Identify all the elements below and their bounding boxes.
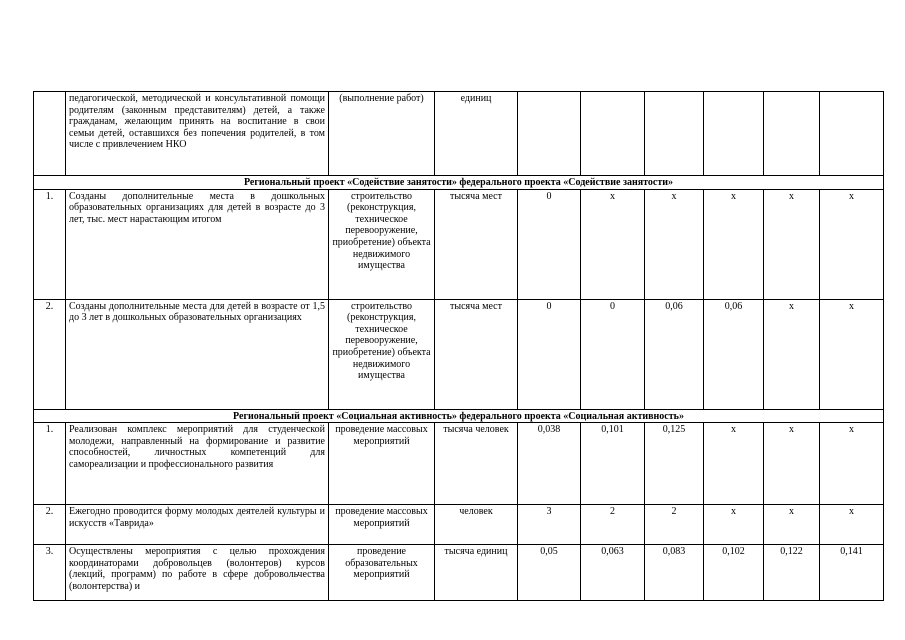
row-unit: тысяча мест <box>435 299 518 409</box>
row-number: 2. <box>34 299 66 409</box>
row-activity: проведение массовых мероприятий <box>329 423 435 505</box>
row-number: 2. <box>34 505 66 545</box>
row-value: 0,06 <box>645 299 704 409</box>
table-row <box>34 92 884 176</box>
row-value: 0,063 <box>581 545 645 601</box>
row-value: 0,125 <box>645 423 704 505</box>
table-row <box>34 423 884 505</box>
row-value: x <box>820 299 884 409</box>
section-header-row <box>34 176 884 190</box>
row-value <box>518 92 581 176</box>
row-description: Реализован комплекс мероприятий для студенческой молодежи, направленный на формирование и развитие способностей, личностных компетенций для самореализации и профессионального развития <box>66 423 329 505</box>
row-number: 1. <box>34 189 66 299</box>
table-row <box>34 505 884 545</box>
row-unit: единиц <box>435 92 518 176</box>
row-value: 0,141 <box>820 545 884 601</box>
row-description: Созданы дополнительные места в дошкольных образовательных организациях для детей в возрасте до 3 лет, тыс. мест нарастающим итогом <box>66 189 329 299</box>
row-value: x <box>764 189 820 299</box>
row-value: x <box>820 189 884 299</box>
row-value: x <box>645 189 704 299</box>
row-value: 0,06 <box>704 299 764 409</box>
row-unit: тысяча человек <box>435 423 518 505</box>
section-header-row <box>34 409 884 423</box>
row-value: 0 <box>581 299 645 409</box>
row-value: 0,122 <box>764 545 820 601</box>
section-title: Региональный проект «Социальная активность» федерального проекта «Социальная активность» <box>34 409 884 423</box>
row-value <box>764 92 820 176</box>
row-value: 0,038 <box>518 423 581 505</box>
row-unit: человек <box>435 505 518 545</box>
row-value: 2 <box>581 505 645 545</box>
row-value <box>581 92 645 176</box>
row-value: 0,083 <box>645 545 704 601</box>
row-activity: строительство (реконструкция, техническое перевооружение, приобретение) объекта недвижимого имущества <box>329 189 435 299</box>
row-activity: проведение массовых мероприятий <box>329 505 435 545</box>
row-value: x <box>764 423 820 505</box>
row-value: x <box>581 189 645 299</box>
table-row <box>34 299 884 409</box>
row-unit: тысяча единиц <box>435 545 518 601</box>
section-title: Региональный проект «Содействие занятости» федерального проекта «Содействие занятости» <box>34 176 884 190</box>
row-value: x <box>704 505 764 545</box>
row-description: Осуществлены мероприятия с целью прохождения координаторами добровольцев (волонтеров) курсов (лекций, программ) по работе в сфере добровольчества (волонтерства) и <box>66 545 329 601</box>
row-value: x <box>704 189 764 299</box>
row-description: педагогической, методической и консультативной помощи родителям (законным представителям) детей, а также гражданам, желающим принять на воспитание в свои семьи детей, оставшихся без попечения родителей, в том числе с привлечением НКО <box>66 92 329 176</box>
row-activity: проведение образовательных мероприятий <box>329 545 435 601</box>
row-value: x <box>820 505 884 545</box>
row-unit: тысяча мест <box>435 189 518 299</box>
row-value: 0 <box>518 299 581 409</box>
row-activity: (выполнение работ) <box>329 92 435 176</box>
row-value: 0,05 <box>518 545 581 601</box>
table-row <box>34 545 884 601</box>
row-value <box>820 92 884 176</box>
row-value: 0,102 <box>704 545 764 601</box>
row-value <box>645 92 704 176</box>
row-description: Ежегодно проводится форму молодых деятелей культуры и искусств «Таврида» <box>66 505 329 545</box>
row-number <box>34 92 66 176</box>
table-row <box>34 189 884 299</box>
row-value: x <box>764 505 820 545</box>
row-value: 0 <box>518 189 581 299</box>
row-activity: строительство (реконструкция, техническое перевооружение, приобретение) объекта недвижимого имущества <box>329 299 435 409</box>
row-number: 1. <box>34 423 66 505</box>
row-value: x <box>704 423 764 505</box>
row-value: x <box>764 299 820 409</box>
data-table <box>33 91 884 601</box>
row-value: 0,101 <box>581 423 645 505</box>
row-value: 2 <box>645 505 704 545</box>
row-value: 3 <box>518 505 581 545</box>
row-value <box>704 92 764 176</box>
row-description: Созданы дополнительные места для детей в возрасте от 1,5 до 3 лет в дошкольных образовательных организациях <box>66 299 329 409</box>
row-value: x <box>820 423 884 505</box>
row-number: 3. <box>34 545 66 601</box>
